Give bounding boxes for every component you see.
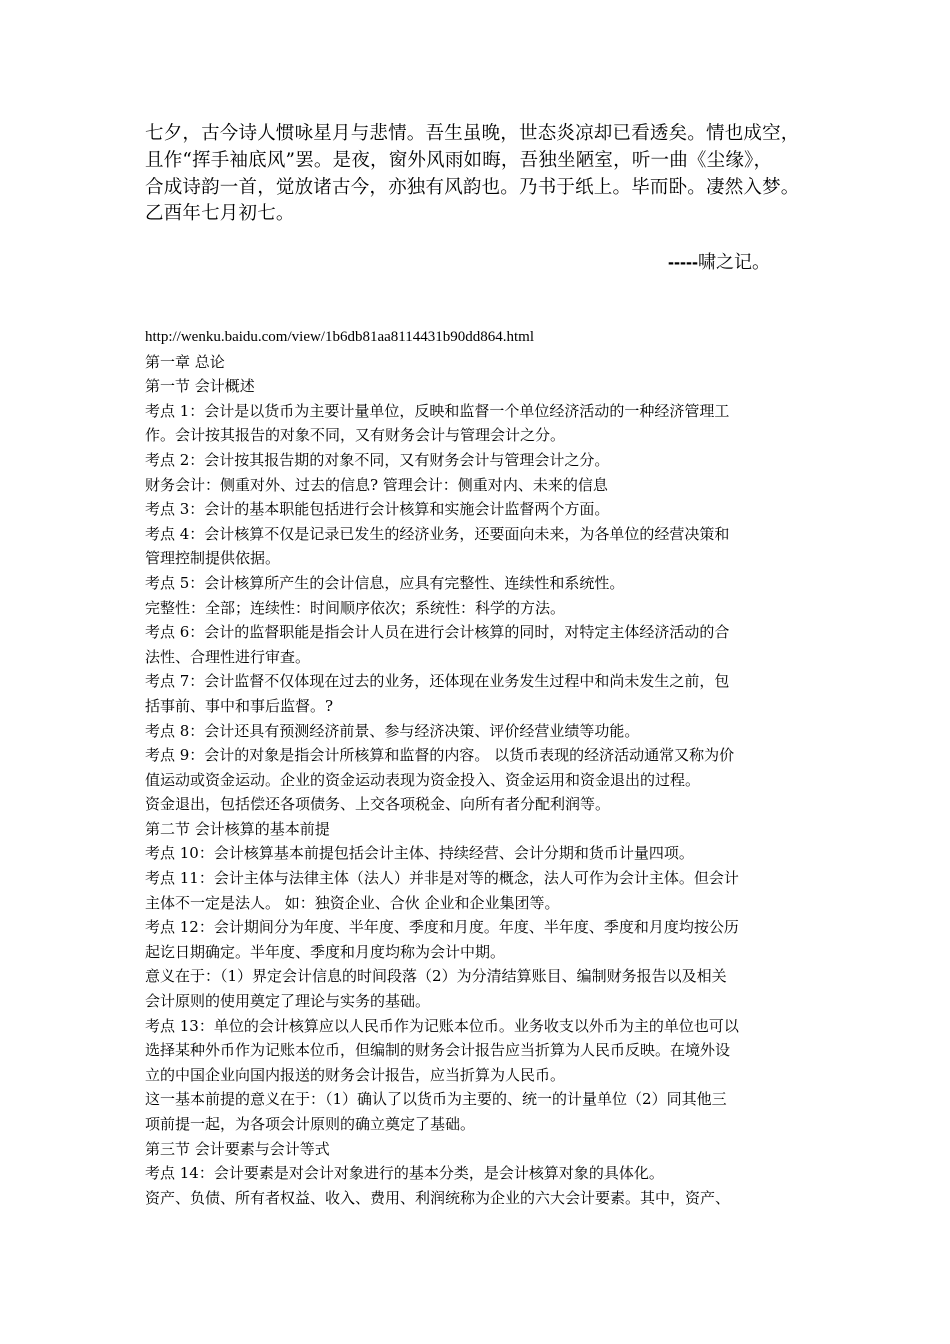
notes-line: 主体不一定是法人。 如：独资企业、合伙 企业和企业集团等。	[145, 893, 560, 912]
notes-line: 考点 6：会计的监督职能是指会计人员在进行会计核算的同时，对特定主体经济活动的合	[145, 623, 730, 642]
signature-dash: -----	[668, 252, 698, 272]
notes-line: 资金退出，包括偿还各项债务、上交各项税金、向所有者分配利润等。	[145, 795, 611, 814]
notes-line: 值运动或资金运动。企业的资金运动表现为资金投入、资金运用和资金退出的过程。	[145, 770, 701, 789]
notes-line: 考点 10：会计核算基本前提包括会计主体、持续经营、会计分期和货币计量四项。	[145, 844, 694, 863]
poem-line: 合成诗韵一首，觉放诸古今，亦独有风韵也。乃书于纸上。毕而卧。凄然入梦。	[145, 176, 800, 198]
notes-line: 会计原则的使用奠定了理论与实务的基础。	[145, 992, 431, 1011]
notes-line: 资产、负债、所有者权益、收入、费用、利润统称为企业的六大会计要素。其中，资产、	[145, 1188, 731, 1207]
notes-line: 选择某种外币作为记账本位币，但编制的财务会计报告应当折算为人民币反映。在境外设	[145, 1041, 731, 1060]
notes-line: 考点 1：会计是以货币为主要计量单位，反映和监督一个单位经济活动的一种经济管理工	[145, 401, 730, 420]
notes-line: 第二节 会计核算的基本前提	[145, 819, 330, 838]
notes-line: 起讫日期确定。半年度、季度和月度均称为会计中期。	[145, 942, 506, 961]
notes-line: 考点 8：会计还具有预测经济前景、参与经济决策、评价经营业绩等功能。	[145, 721, 640, 740]
signature-text: 啸之记。	[697, 252, 770, 273]
notes-line: 考点 7：会计监督不仅体现在过去的业务，还体现在业务发生过程中和尚未发生之前，包	[145, 672, 730, 691]
poem-line: 七夕，古今诗人惯咏星月与悲情。吾生虽晚，世态炎凉却已看透矣。情也成空，	[145, 123, 800, 144]
source-url: http://wenku.baidu.com/view/1b6db81aa8114431b90dd864.html	[145, 329, 534, 345]
notes-line: 考点 11：会计主体与法律主体（法人）并非是对等的概念，法人可作为会计主体。但会计	[145, 869, 739, 888]
notes-line: 考点 13：单位的会计核算应以人民币作为记账本位币。业务收支以外币为主的单位也可以	[145, 1016, 739, 1035]
notes-line: 第三节 会计要素与会计等式	[145, 1139, 330, 1158]
poem-line: 且作“挥手袖底风”罢。是夜，窗外风雨如晦，吾独坐陋室，听一曲《尘缘》，	[145, 149, 773, 171]
poem-preface	[145, 121, 810, 228]
notes-line: 考点 3：会计的基本职能包括进行会计核算和实施会计监督两个方面。	[145, 500, 610, 519]
notes-line: 考点 14：会计要素是对会计对象进行的基本分类，是会计核算对象的具体化。	[145, 1164, 664, 1183]
notes-line: 立的中国企业向国内报送的财务会计报告，应当折算为人民币。	[145, 1065, 566, 1084]
notes-line: 第一章 总论	[145, 352, 225, 371]
notes-line: 括事前、事中和事后监督。?	[145, 696, 334, 715]
accounting-notes	[145, 325, 810, 1210]
poem-line: 乙酉年七月初七。	[145, 203, 295, 225]
notes-line: 考点 5：会计核算所产生的会计信息，应具有完整性、连续性和系统性。	[145, 573, 625, 592]
notes-line: 意义在于：（1）界定会计信息的时间段落（2）为分清结算账目、编制财务报告以及相关	[145, 967, 727, 986]
notes-line: 作。会计按其报告的对象不同，又有财务会计与管理会计之分。	[145, 426, 566, 445]
notes-line: 财务会计：侧重对外、过去的信息? 管理会计：侧重对内、未来的信息	[145, 475, 608, 494]
notes-line: 项前提一起，为各项会计原则的确立奠定了基础。	[145, 1115, 476, 1133]
notes-body	[145, 350, 810, 1211]
notes-line: 法性、合理性进行审查。	[145, 647, 311, 666]
notes-line: 考点 2：会计按其报告期的对象不同，又有财务会计与管理会计之分。	[145, 450, 610, 469]
notes-line: 考点 4：会计核算不仅是记录已发生的经济业务，还要面向未来，为各单位的经营决策和	[145, 524, 730, 543]
notes-line: 考点 9：会计的对象是指会计所核算和监督的内容。 以货币表现的经济活动通常又称为价	[145, 746, 735, 765]
notes-line: 第一节 会计概述	[145, 377, 255, 396]
signature	[668, 250, 770, 275]
notes-line: 管理控制提供依据。	[145, 549, 281, 568]
notes-line: 考点 12：会计期间分为年度、半年度、季度和月度。年度、半年度、季度和月度均按公历	[145, 918, 739, 937]
notes-line: 完整性：全部；连续性：时间顺序依次；系统性：科学的方法。	[145, 598, 566, 617]
notes-line: 这一基本前提的意义在于：（1）确认了以货币为主要的、统一的计量单位（2）同其他三	[145, 1090, 727, 1109]
